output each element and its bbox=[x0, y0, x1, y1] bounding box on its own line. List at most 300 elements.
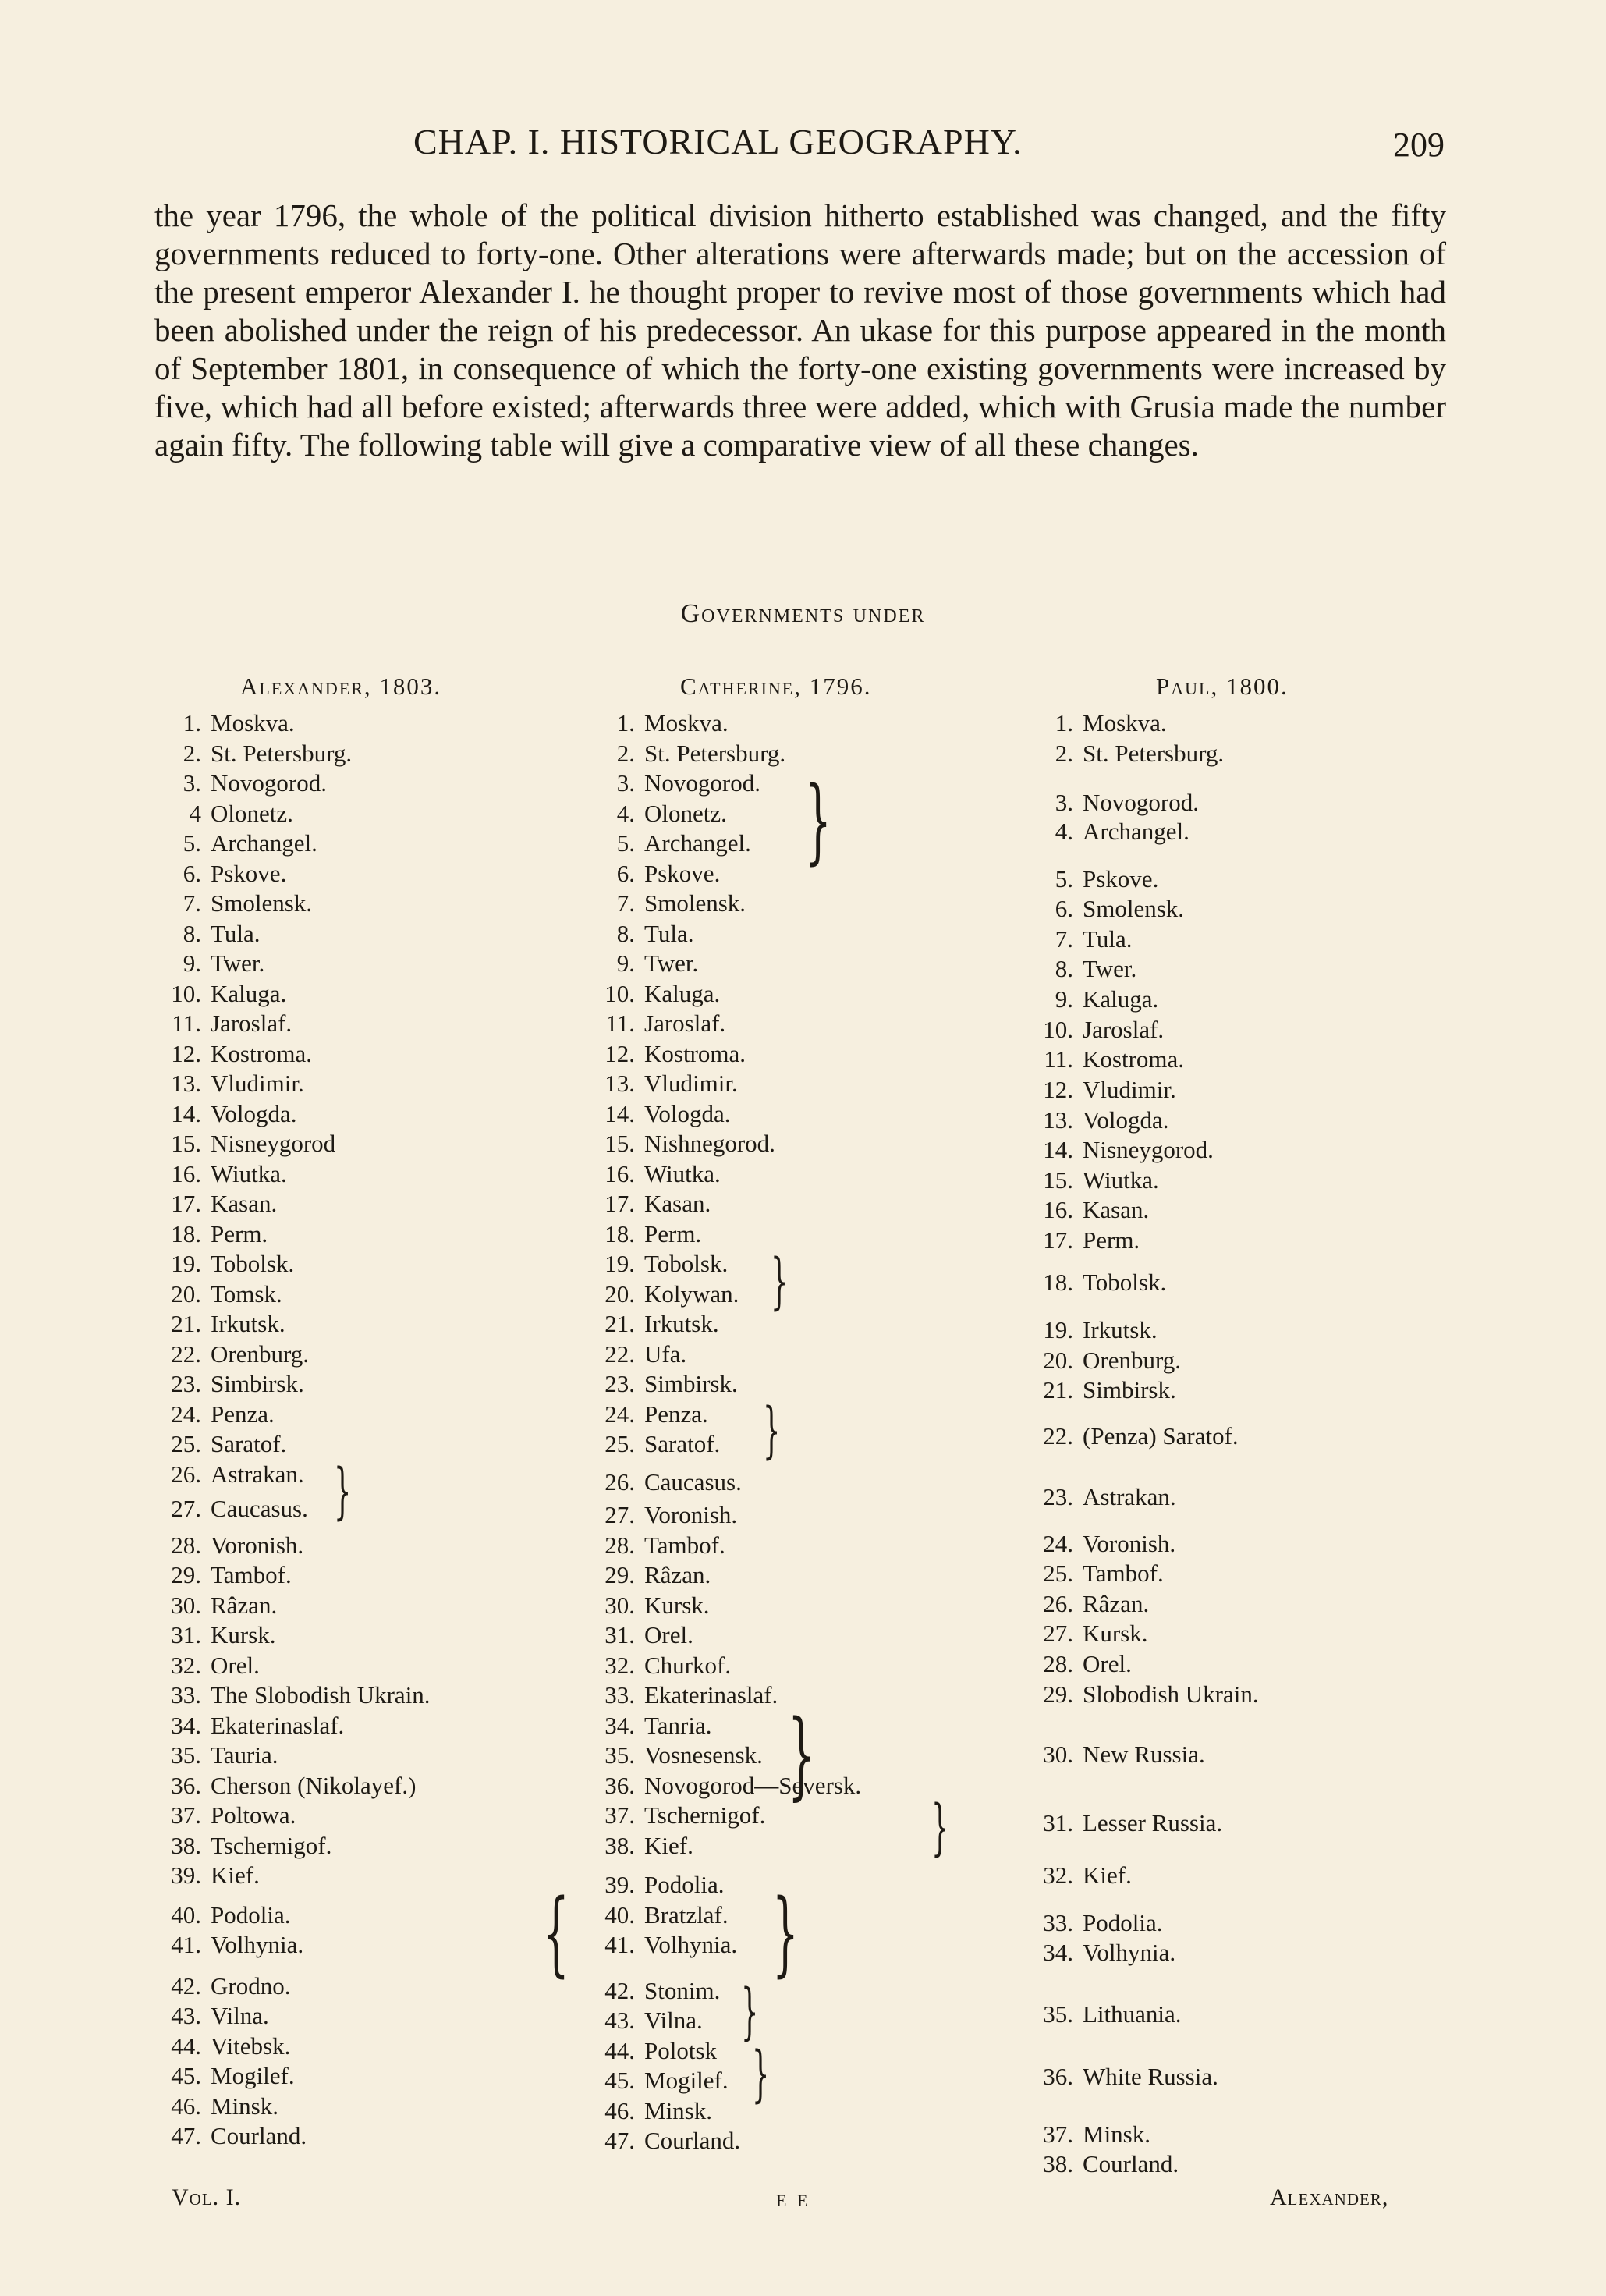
catherine-entry-number: 32. bbox=[604, 1651, 635, 1679]
paul-entry bbox=[1036, 788, 1199, 818]
footer-catchword: Alexander, bbox=[1270, 2184, 1389, 2210]
alexander-entry-name: Novogorod. bbox=[211, 769, 327, 797]
alexander-entry-number: 25. bbox=[171, 1430, 201, 1457]
catherine-entry bbox=[588, 1560, 711, 1590]
grouping-brace: } bbox=[334, 1457, 352, 1527]
alexander-entry-number: 35. bbox=[171, 1741, 201, 1769]
alexander-entry bbox=[153, 1930, 303, 1960]
catherine-entry-name: Simbirsk. bbox=[644, 1370, 738, 1397]
paul-entry-name: Lithuania. bbox=[1083, 2000, 1182, 2028]
catherine-entry-name: Polotsk bbox=[644, 2036, 718, 2064]
paul-entry-name: Râzan. bbox=[1083, 1590, 1150, 1617]
alexander-entry bbox=[153, 979, 286, 1009]
alexander-entry-number: 37. bbox=[171, 1801, 201, 1829]
catherine-entry-name: Smolensk. bbox=[644, 889, 746, 917]
paul-entry-number: 22. bbox=[1043, 1422, 1073, 1450]
catherine-entry bbox=[588, 1369, 738, 1399]
alexander-entry-name: Courland. bbox=[211, 2122, 307, 2149]
alexander-entry-name: Vitebsk. bbox=[211, 2032, 291, 2060]
catherine-entry bbox=[588, 1159, 721, 1189]
alexander-entry-name: Jaroslaf. bbox=[211, 1010, 292, 1037]
paul-entry-name: Vludimir. bbox=[1083, 1076, 1176, 1103]
catherine-entry-number: 13. bbox=[604, 1070, 635, 1097]
paul-entry bbox=[1036, 2000, 1182, 2029]
paul-entry bbox=[1036, 1861, 1132, 1890]
catherine-entry-number: 39. bbox=[604, 1871, 635, 1898]
alexander-entry bbox=[153, 708, 295, 738]
alexander-entry bbox=[153, 2092, 278, 2121]
paul-entry-number: 7. bbox=[1055, 925, 1073, 953]
alexander-entry-name: Saratof. bbox=[211, 1430, 287, 1457]
column-head-alexander: Alexander, 1803. bbox=[240, 672, 442, 700]
alexander-entry-number: 24. bbox=[171, 1400, 201, 1428]
alexander-entry bbox=[153, 2121, 307, 2151]
alexander-entry-name: Volhynia. bbox=[211, 1931, 304, 1958]
catherine-entry-number: 19. bbox=[604, 1250, 635, 1277]
alexander-entry-number: 8. bbox=[183, 919, 201, 947]
catherine-entry bbox=[588, 1009, 725, 1038]
alexander-entry bbox=[153, 1971, 290, 2001]
catherine-entry-number: 15. bbox=[604, 1130, 635, 1157]
alexander-entry-name: Irkutsk. bbox=[211, 1310, 285, 1337]
alexander-entry-name: Tambof. bbox=[211, 1561, 292, 1588]
alexander-entry-number: 16. bbox=[171, 1159, 201, 1187]
paul-entry-number: 6. bbox=[1055, 895, 1073, 922]
alexander-entry-name: Mogilef. bbox=[211, 2062, 295, 2089]
alexander-entry-name: Penza. bbox=[211, 1400, 275, 1428]
catherine-entry-name: Courland. bbox=[644, 2127, 741, 2154]
catherine-entry-name: Kursk. bbox=[644, 1591, 710, 1619]
catherine-entry bbox=[588, 919, 693, 949]
alexander-entry-number: 44. bbox=[171, 2032, 201, 2060]
paul-entry-name: Kasan. bbox=[1083, 1196, 1150, 1223]
paul-entry bbox=[1036, 1421, 1239, 1451]
catherine-entry-name: Vosnesensk. bbox=[644, 1741, 763, 1769]
catherine-entry-number: 35. bbox=[604, 1741, 635, 1769]
paul-entry bbox=[1036, 1226, 1140, 1255]
catherine-entry-name: Novogorod. bbox=[644, 769, 760, 797]
catherine-entry bbox=[588, 739, 785, 768]
alexander-entry-number: 13. bbox=[171, 1070, 201, 1097]
paul-entry-name: Vologda. bbox=[1083, 1106, 1169, 1134]
alexander-entry-name: Tobolsk. bbox=[211, 1250, 295, 1277]
paul-entry bbox=[1036, 1075, 1176, 1105]
catherine-entry-name: Tschernigof. bbox=[644, 1801, 766, 1829]
paul-entry-name: Lesser Russia. bbox=[1083, 1809, 1223, 1836]
grouping-brace: } bbox=[788, 1699, 815, 1810]
paul-entry bbox=[1036, 708, 1167, 738]
catherine-entry-name: Tanria. bbox=[644, 1711, 712, 1739]
catherine-entry-number: 40. bbox=[604, 1900, 635, 1929]
catherine-entry bbox=[588, 1591, 710, 1620]
paul-entry-number: 38. bbox=[1043, 2150, 1073, 2177]
alexander-entry-number: 47. bbox=[171, 2122, 201, 2149]
paul-entry bbox=[1036, 2120, 1150, 2149]
footer-signature: E E bbox=[776, 2191, 811, 2210]
alexander-entry-number: 30. bbox=[171, 1591, 201, 1619]
catherine-entry bbox=[588, 768, 760, 798]
catherine-entry bbox=[588, 1467, 742, 1497]
alexander-entry-number: 38. bbox=[171, 1831, 201, 1859]
paul-entry-name: Perm. bbox=[1083, 1226, 1140, 1254]
alexander-entry-name: Simbirsk. bbox=[211, 1370, 304, 1397]
paul-entry-number: 10. bbox=[1043, 1016, 1073, 1043]
catherine-entry-number: 14. bbox=[604, 1099, 635, 1127]
paul-entry-name: Kaluga. bbox=[1083, 985, 1159, 1013]
catherine-entry bbox=[588, 1249, 728, 1279]
alexander-entry-number: 32. bbox=[171, 1651, 201, 1679]
alexander-entry-number: 9. bbox=[183, 949, 201, 977]
alexander-entry-name: Caucasus. bbox=[211, 1495, 308, 1522]
alexander-entry-number: 15. bbox=[171, 1130, 201, 1157]
alexander-entry bbox=[153, 1279, 282, 1309]
catherine-entry-name: Kaluga. bbox=[644, 979, 721, 1007]
alexander-entry-number: 21. bbox=[171, 1310, 201, 1337]
paul-entry bbox=[1036, 1315, 1158, 1345]
alexander-entry bbox=[153, 1009, 292, 1038]
alexander-entry-number: 33. bbox=[171, 1681, 201, 1709]
paul-entry-number: 12. bbox=[1043, 1076, 1073, 1103]
paul-entry-name: Kursk. bbox=[1083, 1620, 1148, 1647]
alexander-entry bbox=[153, 1309, 285, 1339]
paul-entry-number: 32. bbox=[1043, 1861, 1073, 1889]
paul-entry bbox=[1036, 1529, 1175, 1559]
catherine-entry bbox=[588, 1930, 737, 1960]
alexander-entry-name: Râzan. bbox=[211, 1591, 278, 1619]
catherine-entry-number: 29. bbox=[604, 1561, 635, 1588]
alexander-entry bbox=[153, 1620, 276, 1650]
alexander-entry bbox=[153, 949, 264, 978]
paul-entry bbox=[1036, 817, 1189, 846]
alexander-entry bbox=[153, 1591, 277, 1620]
alexander-entry bbox=[153, 2061, 295, 2091]
paul-entry bbox=[1036, 1619, 1148, 1648]
catherine-entry bbox=[588, 1500, 737, 1530]
catherine-entry-number: 12. bbox=[604, 1039, 635, 1067]
catherine-entry-name: Tula. bbox=[644, 919, 694, 947]
catherine-entry bbox=[588, 708, 729, 738]
paul-entry-number: 27. bbox=[1043, 1620, 1073, 1647]
alexander-entry-name: Ekaterinaslaf. bbox=[211, 1711, 345, 1739]
catherine-entry bbox=[588, 2036, 717, 2066]
paul-entry-number: 35. bbox=[1043, 2000, 1073, 2028]
catherine-entry-number: 21. bbox=[604, 1310, 635, 1337]
catherine-entry-name: Penza. bbox=[644, 1400, 708, 1428]
column-head-paul: Paul, 1800. bbox=[1156, 672, 1289, 700]
grouping-brace: } bbox=[741, 1977, 759, 2047]
catherine-entry-number: 28. bbox=[604, 1531, 635, 1559]
catherine-entry bbox=[588, 1831, 693, 1861]
catherine-entry bbox=[588, 1189, 711, 1219]
catherine-entry-name: Jaroslaf. bbox=[644, 1010, 726, 1037]
alexander-entry bbox=[153, 1680, 431, 1710]
catherine-entry-number: 17. bbox=[604, 1190, 635, 1217]
alexander-entry-number: 27. bbox=[171, 1495, 201, 1522]
catherine-entry bbox=[588, 1039, 746, 1069]
catherine-entry-number: 45. bbox=[604, 2067, 635, 2094]
alexander-entry-number: 14. bbox=[171, 1099, 201, 1127]
paul-entry bbox=[1036, 1015, 1164, 1045]
alexander-entry bbox=[153, 1129, 335, 1159]
paul-entry-number: 18. bbox=[1043, 1269, 1073, 1296]
paul-entry-name: Archangel. bbox=[1083, 818, 1189, 845]
paul-entry-number: 17. bbox=[1043, 1226, 1073, 1254]
alexander-entry-name: Tauria. bbox=[211, 1741, 278, 1769]
catherine-entry-number: 37. bbox=[604, 1801, 635, 1829]
alexander-entry-name: Orel. bbox=[211, 1651, 260, 1679]
alexander-entry-number: 31. bbox=[171, 1621, 201, 1648]
catherine-entry-number: 24. bbox=[604, 1400, 635, 1428]
catherine-entry-name: Voronish. bbox=[644, 1501, 738, 1528]
paul-entry-name: Moskva. bbox=[1083, 709, 1167, 736]
catherine-entry bbox=[588, 949, 698, 978]
catherine-entry-number: 11. bbox=[605, 1010, 635, 1037]
catherine-entry-name: Orel. bbox=[644, 1621, 693, 1648]
alexander-entry bbox=[153, 1400, 275, 1429]
catherine-entry bbox=[588, 979, 720, 1009]
catherine-entry-number: 2. bbox=[616, 739, 635, 767]
catherine-entry bbox=[588, 1099, 731, 1129]
alexander-entry-number: 23. bbox=[171, 1370, 201, 1397]
catherine-entry-number: 44. bbox=[604, 2036, 635, 2064]
alexander-entry bbox=[153, 1340, 309, 1369]
alexander-entry bbox=[153, 2032, 290, 2061]
paul-entry-name: Voronish. bbox=[1083, 1530, 1176, 1557]
paul-entry-name: Wiutka. bbox=[1083, 1166, 1159, 1194]
paul-entry bbox=[1036, 1105, 1169, 1135]
alexander-entry-name: Tomsk. bbox=[211, 1279, 282, 1308]
catherine-entry-name: Ekaterinaslaf. bbox=[644, 1681, 778, 1709]
table-heading: Governments under bbox=[680, 599, 926, 628]
alexander-entry-name: Pskove. bbox=[211, 859, 287, 887]
catherine-entry bbox=[588, 859, 720, 889]
paul-entry-name: Novogorod. bbox=[1083, 789, 1199, 816]
paul-entry-number: 3. bbox=[1055, 789, 1073, 816]
column-head-catherine: Catherine, 1796. bbox=[680, 672, 872, 700]
alexander-entry bbox=[153, 1219, 268, 1249]
alexander-entry bbox=[153, 739, 352, 768]
alexander-entry bbox=[153, 1900, 290, 1930]
paul-entry-number: 26. bbox=[1043, 1590, 1073, 1617]
alexander-entry-name: Vologda. bbox=[211, 1099, 297, 1127]
paul-entry bbox=[1036, 1649, 1132, 1679]
paul-entry bbox=[1036, 864, 1158, 894]
catherine-entry-number: 31. bbox=[604, 1621, 635, 1648]
catherine-entry-number: 18. bbox=[604, 1219, 635, 1247]
footer-volume: Vol. I. bbox=[172, 2184, 242, 2210]
paul-entry-number: 1. bbox=[1055, 709, 1073, 736]
catherine-entry-name: Irkutsk. bbox=[644, 1310, 719, 1337]
alexander-entry bbox=[153, 1651, 260, 1680]
alexander-entry bbox=[153, 1531, 303, 1560]
paul-entry-number: 16. bbox=[1043, 1196, 1073, 1223]
alexander-entry bbox=[153, 768, 327, 798]
paul-entry-name: Volhynia. bbox=[1083, 1939, 1176, 1966]
alexander-entry-name: St. Petersburg. bbox=[211, 739, 353, 767]
catherine-entry bbox=[588, 1429, 720, 1459]
catherine-entry-name: Kasan. bbox=[644, 1190, 711, 1217]
paul-entry bbox=[1036, 1268, 1166, 1297]
catherine-entry bbox=[588, 1620, 693, 1650]
alexander-entry-number: 41. bbox=[171, 1931, 201, 1958]
alexander-entry bbox=[153, 1189, 277, 1219]
paul-entry-number: 29. bbox=[1043, 1680, 1073, 1708]
paul-entry bbox=[1036, 1346, 1181, 1375]
alexander-entry bbox=[153, 1069, 304, 1098]
catherine-entry-number: 4. bbox=[616, 799, 635, 827]
catherine-entry-name: Pskove. bbox=[644, 859, 721, 887]
catherine-entry bbox=[588, 1069, 738, 1098]
paul-entry-number: 11. bbox=[1044, 1045, 1073, 1073]
alexander-entry bbox=[153, 1861, 260, 1890]
alexander-entry bbox=[153, 1369, 304, 1399]
catherine-entry-number: 27. bbox=[604, 1501, 635, 1528]
alexander-entry bbox=[153, 859, 286, 889]
catherine-entry-name: Mogilef. bbox=[644, 2067, 729, 2094]
catherine-entry bbox=[588, 1400, 708, 1429]
alexander-entry-number: 18. bbox=[171, 1219, 201, 1247]
paul-entry-name: Orel. bbox=[1083, 1650, 1132, 1677]
paul-entry-number: 21. bbox=[1043, 1376, 1073, 1404]
catherine-entry-number: 3. bbox=[616, 769, 635, 797]
paul-entry bbox=[1036, 1559, 1164, 1588]
alexander-entry-name: Cherson (Nikolayef.) bbox=[211, 1771, 417, 1799]
catherine-entry bbox=[588, 799, 727, 829]
catherine-entry-name: Kolywan. bbox=[644, 1279, 739, 1308]
catherine-entry-name: Volhynia. bbox=[644, 1931, 738, 1958]
catherine-entry-name: Ufa. bbox=[644, 1340, 687, 1368]
alexander-entry-number: 36. bbox=[171, 1771, 201, 1799]
alexander-entry-name: Kaluga. bbox=[211, 979, 287, 1007]
paul-entry-number: 24. bbox=[1043, 1530, 1073, 1557]
catherine-entry bbox=[588, 1771, 861, 1801]
alexander-entry-name: Podolia. bbox=[211, 1900, 291, 1929]
paul-entry-number: 15. bbox=[1043, 1166, 1073, 1194]
alexander-entry-name: Nisneygorod bbox=[211, 1130, 336, 1157]
paul-entry-number: 34. bbox=[1043, 1939, 1073, 1966]
alexander-entry bbox=[153, 1741, 278, 1770]
catherine-entry bbox=[588, 829, 751, 858]
catherine-entry-name: Novogorod—Seversk. bbox=[644, 1771, 862, 1799]
alexander-entry-number: 40. bbox=[171, 1900, 201, 1929]
catherine-entry-number: 30. bbox=[604, 1591, 635, 1619]
grouping-brace: } bbox=[931, 1793, 949, 1863]
alexander-entry-number: 19. bbox=[171, 1250, 201, 1277]
paul-entry bbox=[1036, 1938, 1175, 1968]
catherine-entry-name: Kief. bbox=[644, 1831, 693, 1859]
grouping-brace: } bbox=[772, 1879, 799, 1986]
paul-entry bbox=[1036, 1166, 1159, 1195]
paul-entry bbox=[1036, 1045, 1184, 1074]
paul-entry-number: 23. bbox=[1043, 1483, 1073, 1510]
alexander-entry-number: 29. bbox=[171, 1561, 201, 1588]
catherine-entry-number: 38. bbox=[604, 1831, 635, 1859]
catherine-entry bbox=[588, 1801, 765, 1830]
catherine-entry-name: Stonim. bbox=[644, 1976, 721, 2004]
paul-entry-name: Simbirsk. bbox=[1083, 1376, 1176, 1404]
catherine-entry bbox=[588, 1219, 701, 1249]
paul-entry-name: Astrakan. bbox=[1083, 1483, 1176, 1510]
catherine-entry-name: Olonetz. bbox=[644, 799, 727, 827]
alexander-entry bbox=[153, 1494, 308, 1524]
paul-entry-name: Nisneygorod. bbox=[1083, 1136, 1214, 1163]
alexander-entry bbox=[153, 1831, 331, 1861]
catherine-entry-name: Perm. bbox=[644, 1219, 702, 1247]
catherine-entry-name: Saratof. bbox=[644, 1430, 721, 1457]
paul-entry bbox=[1036, 1135, 1214, 1165]
alexander-entry-number: 22. bbox=[171, 1340, 201, 1368]
catherine-entry-number: 46. bbox=[604, 2096, 635, 2124]
alexander-entry-number: 3. bbox=[183, 769, 201, 797]
catherine-entry bbox=[588, 2096, 712, 2126]
paul-entry bbox=[1036, 1195, 1149, 1225]
catherine-entry-name: Nishnegorod. bbox=[644, 1130, 775, 1157]
paul-entry-name: Irkutsk. bbox=[1083, 1316, 1158, 1343]
paul-entry-name: Courland. bbox=[1083, 2150, 1179, 2177]
catherine-entry-number: 41. bbox=[604, 1931, 635, 1958]
catherine-entry-number: 34. bbox=[604, 1711, 635, 1739]
paul-entry-number: 4. bbox=[1055, 818, 1073, 845]
catherine-entry-number: 20. bbox=[604, 1279, 635, 1308]
paul-entry bbox=[1036, 2062, 1218, 2092]
paul-entry-number: 13. bbox=[1043, 1106, 1073, 1134]
alexander-entry-name: Vludimir. bbox=[211, 1070, 304, 1097]
alexander-entry bbox=[153, 919, 260, 949]
catherine-entry bbox=[588, 2006, 703, 2035]
alexander-entry bbox=[153, 1460, 304, 1489]
alexander-entry bbox=[153, 829, 317, 858]
paul-entry-number: 9. bbox=[1055, 985, 1073, 1013]
alexander-entry bbox=[153, 1099, 297, 1129]
paul-entry-number: 19. bbox=[1043, 1316, 1073, 1343]
catherine-entry-number: 43. bbox=[604, 2007, 635, 2034]
alexander-entry bbox=[153, 1429, 286, 1459]
alexander-entry-name: Astrakan. bbox=[211, 1460, 304, 1488]
catherine-entry-name: Minsk. bbox=[644, 2096, 712, 2124]
alexander-entry-name: Kostroma. bbox=[211, 1039, 313, 1067]
paul-entry-number: 30. bbox=[1043, 1741, 1073, 1768]
alexander-entry-number: 10. bbox=[171, 979, 201, 1007]
catherine-entry-name: Tobolsk. bbox=[644, 1250, 729, 1277]
catherine-entry-name: Kostroma. bbox=[644, 1039, 746, 1067]
alexander-entry-number: 4 bbox=[189, 799, 201, 827]
alexander-entry-number: 42. bbox=[171, 1971, 201, 2000]
alexander-entry-number: 45. bbox=[171, 2062, 201, 2089]
catherine-entry-number: 26. bbox=[604, 1467, 635, 1496]
catherine-entry bbox=[588, 1279, 739, 1309]
catherine-entry bbox=[588, 2066, 729, 2095]
paul-entry-number: 25. bbox=[1043, 1560, 1073, 1587]
alexander-entry bbox=[153, 1159, 287, 1189]
alexander-entry-name: Poltowa. bbox=[211, 1801, 296, 1829]
catherine-entry-name: Vologda. bbox=[644, 1099, 731, 1127]
catherine-entry-number: 9. bbox=[616, 949, 635, 977]
alexander-entry-number: 34. bbox=[171, 1711, 201, 1739]
paul-entry-name: Pskove. bbox=[1083, 865, 1159, 892]
paul-entry-number: 14. bbox=[1043, 1136, 1073, 1163]
paul-entry-name: Slobodish Ukrain. bbox=[1083, 1680, 1259, 1708]
paul-entry-number: 2. bbox=[1055, 740, 1073, 767]
alexander-entry-name: Tula. bbox=[211, 919, 261, 947]
alexander-entry-number: 7. bbox=[183, 889, 201, 917]
alexander-entry bbox=[153, 1711, 344, 1741]
catherine-entry bbox=[588, 1741, 763, 1770]
alexander-entry-name: Archangel. bbox=[211, 829, 317, 857]
page-number: 209 bbox=[1393, 126, 1445, 164]
catherine-entry bbox=[588, 889, 746, 918]
grouping-brace: } bbox=[763, 1396, 781, 1466]
alexander-entry bbox=[153, 1249, 294, 1279]
